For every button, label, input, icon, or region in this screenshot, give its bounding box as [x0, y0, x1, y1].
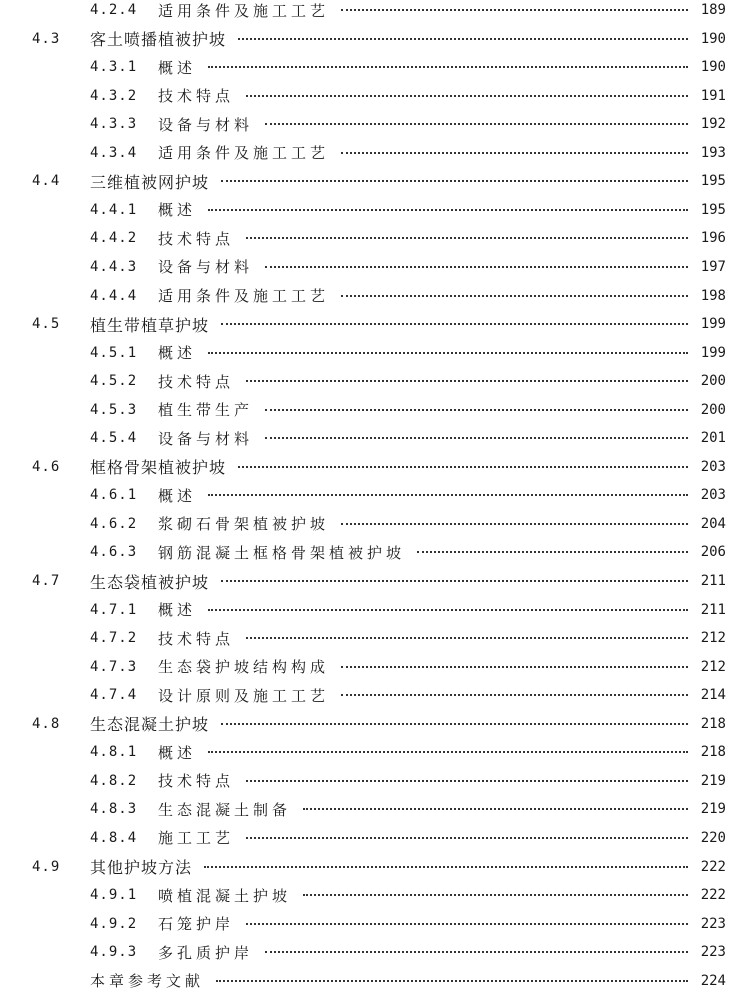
toc-entry-number: 4.3.2: [90, 87, 138, 104]
toc-entry-title: 适用条件及施工工艺: [158, 287, 330, 305]
toc-entry-title: 设备与材料: [158, 258, 254, 277]
toc-entry-title: 生态混凝土制备: [158, 800, 292, 819]
dot-leader: [246, 780, 688, 782]
toc-entry-page-number: 206: [700, 544, 726, 561]
toc-entry-number: 4.2.4: [90, 2, 138, 18]
toc-entry-page-number: 193: [700, 144, 726, 161]
toc-entry-page-number: 197: [700, 258, 726, 275]
toc-entry-page-number: 198: [700, 287, 726, 304]
toc-entry-title: 概述: [158, 201, 197, 220]
toc-entry-number: 4.9: [32, 858, 61, 875]
dot-leader: [341, 295, 688, 297]
toc-entry-page-number: 219: [700, 772, 726, 789]
toc-entry[interactable]: [0, 824, 730, 852]
toc-entry[interactable]: [0, 853, 730, 881]
toc-entry-number: 4.4: [32, 173, 61, 190]
toc-entry-title: 技术特点: [158, 229, 235, 248]
dot-leader: [208, 66, 688, 68]
dot-leader: [208, 352, 688, 354]
dot-leader: [246, 637, 688, 639]
toc-entry[interactable]: [0, 367, 730, 395]
dot-leader: [246, 923, 688, 925]
dot-leader: [216, 980, 688, 982]
toc-entry[interactable]: [0, 196, 730, 224]
toc-entry-number: 4.5.1: [90, 344, 138, 361]
toc-entry-page-number: 224: [700, 972, 726, 989]
toc-entry-number: 4.5: [32, 316, 61, 333]
dot-leader: [246, 837, 688, 839]
dot-leader: [221, 180, 688, 182]
toc-entry-title: 浆砌石骨架植被护坡: [158, 515, 330, 534]
toc-entry-page-number: 212: [700, 658, 726, 675]
toc-entry-title: 施工工艺: [158, 829, 235, 848]
toc-entry-number: 4.3.4: [90, 144, 138, 161]
dot-leader: [341, 666, 688, 668]
toc-entry[interactable]: [0, 139, 730, 167]
toc-entry[interactable]: [0, 567, 730, 595]
dot-leader: [341, 152, 688, 154]
toc-entry-number: 4.4.1: [90, 201, 138, 218]
toc-entry[interactable]: [0, 510, 730, 538]
dot-leader: [246, 95, 688, 97]
toc-entry-page-number: 200: [700, 373, 726, 390]
toc-entry-page-number: 211: [700, 601, 726, 618]
toc-entry-number: 4.7.2: [90, 630, 138, 647]
dot-leader: [246, 237, 688, 239]
toc-entry-page-number: 190: [700, 30, 726, 47]
toc-entry[interactable]: [0, 681, 730, 709]
toc-entry-page-number: 201: [700, 430, 726, 447]
toc-entry-page-number: 222: [700, 887, 726, 904]
toc-entry[interactable]: [0, 453, 730, 481]
toc-entry[interactable]: [0, 967, 730, 995]
toc-entry[interactable]: [0, 310, 730, 338]
toc-entry-number: 4.9.2: [90, 915, 138, 932]
toc-entry-page-number: 196: [700, 230, 726, 247]
toc-entry-title: 适用条件及施工工艺: [158, 1, 330, 20]
toc-entry[interactable]: [0, 795, 730, 823]
toc-entry[interactable]: [0, 624, 730, 652]
toc-entry-page-number: 220: [700, 829, 726, 846]
toc-entry-title: 植生带植草护坡: [90, 315, 210, 335]
dot-leader: [265, 266, 688, 268]
toc-entry-page-number: 212: [700, 630, 726, 647]
dot-leader: [303, 808, 688, 810]
toc-entry-page-number: 222: [700, 858, 726, 875]
dot-leader: [221, 323, 688, 325]
toc-entry-number: 4.5.3: [90, 401, 138, 418]
toc-entry-number: 4.3.3: [90, 116, 138, 133]
toc-entry[interactable]: [0, 396, 730, 424]
toc-entry-page-number: 223: [700, 915, 726, 932]
toc-entry[interactable]: [0, 538, 730, 566]
toc-entry-title: 其他护坡方法: [90, 858, 193, 877]
toc-entry-page-number: 204: [700, 515, 726, 532]
dot-leader: [265, 951, 688, 953]
toc-entry-number: 4.8: [32, 715, 61, 732]
toc-entry-title: 生态袋护坡结构构成: [158, 658, 330, 677]
toc-entry-number: 4.6.1: [90, 487, 138, 504]
dot-leader: [417, 551, 688, 553]
dot-leader: [204, 866, 688, 868]
toc-entry[interactable]: [0, 339, 730, 367]
toc-entry-page-number: 200: [700, 401, 726, 418]
toc-entry[interactable]: [0, 110, 730, 138]
dot-leader: [208, 494, 688, 496]
toc-entry-number: 4.6: [32, 458, 61, 475]
toc-entry[interactable]: [0, 82, 730, 110]
dot-leader: [238, 38, 688, 40]
toc-entry[interactable]: [0, 596, 730, 624]
toc-entry-title: 石笼护岸: [158, 915, 235, 934]
toc-entry[interactable]: [0, 881, 730, 909]
dot-leader: [208, 751, 688, 753]
dot-leader: [208, 209, 688, 211]
toc-entry-page-number: 199: [700, 344, 726, 361]
toc-entry[interactable]: [0, 481, 730, 509]
dot-leader: [265, 409, 688, 411]
toc-entry-title: 技术特点: [158, 772, 235, 791]
toc-entry-title: 适用条件及施工工艺: [158, 144, 330, 163]
toc-entry[interactable]: [0, 424, 730, 452]
dot-leader: [341, 523, 688, 525]
toc-entry-title: 三维植被网护坡: [90, 172, 210, 192]
toc-entry[interactable]: [0, 25, 730, 53]
toc-entry-number: 4.7.3: [90, 658, 138, 675]
toc-entry-number: 4.6.3: [90, 544, 138, 561]
toc-entry-page-number: 203: [700, 458, 726, 475]
dot-leader: [208, 609, 688, 611]
toc-entry-page-number: 195: [700, 173, 726, 190]
toc-entry-number: 4.8.2: [90, 772, 138, 789]
toc-entry-title: 植生带生产: [158, 401, 254, 420]
toc-entry-number: 4.8.1: [90, 744, 138, 761]
toc-entry-page-number: 211: [700, 573, 726, 589]
toc-entry-title: 概述: [158, 743, 197, 762]
toc-entry-number: 4.4.2: [90, 230, 138, 247]
toc-entry-number: 4.9.1: [90, 887, 138, 904]
toc-entry-title: 设计原则及施工工艺: [158, 686, 330, 705]
toc-entry-title: 喷植混凝土护坡: [158, 886, 292, 905]
toc-entry-number: 4.9.3: [90, 944, 138, 961]
toc-entry-page-number: 214: [700, 687, 726, 704]
toc-entry-page-number: 218: [700, 744, 726, 761]
toc-entry-number: 4.3: [32, 30, 61, 47]
toc-entry-number: 4.6.2: [90, 515, 138, 532]
toc-entry-title: 技术特点: [158, 372, 235, 391]
toc-entry-title: 生态混凝土护坡: [90, 715, 210, 735]
toc-entry-title: 概述: [158, 486, 197, 505]
toc-entry[interactable]: [0, 710, 730, 738]
toc-entry[interactable]: [0, 738, 730, 766]
toc-entry-title: 概述: [158, 344, 197, 363]
toc-entry[interactable]: [0, 653, 730, 681]
toc-entry-title: 本章参考文献: [90, 972, 205, 991]
toc-entry-title: 设备与材料: [158, 115, 254, 134]
toc-entry-number: 4.3.1: [90, 59, 138, 76]
toc-entry-page-number: 195: [700, 201, 726, 218]
dot-leader: [221, 723, 688, 725]
toc-entry-page-number: 199: [700, 316, 726, 333]
toc-entry-number: 4.4.4: [90, 287, 138, 304]
toc-entry-number: 4.7: [32, 573, 61, 589]
dot-leader: [303, 894, 688, 896]
dot-leader: [238, 466, 688, 468]
toc-entry-title: 多孔质护岸: [158, 943, 254, 962]
toc-entry-title: 客土喷播植被护坡: [90, 30, 227, 50]
toc-entry-number: 4.8.3: [90, 801, 138, 818]
toc-entry-page-number: 218: [700, 715, 726, 732]
toc-entry-number: 4.7.4: [90, 687, 138, 704]
toc-entry[interactable]: [0, 282, 730, 310]
toc-entry-title: 概述: [158, 601, 197, 620]
dot-leader: [341, 9, 688, 11]
toc-entry-number: 4.7.1: [90, 601, 138, 618]
toc-entry-number: 4.5.4: [90, 430, 138, 447]
toc-entry-title: 技术特点: [158, 629, 235, 648]
dot-leader: [265, 123, 688, 125]
toc-entry-number: 4.5.2: [90, 373, 138, 390]
toc-entry-number: 4.8.4: [90, 829, 138, 846]
toc-entry-number: 4.4.3: [90, 258, 138, 275]
dot-leader: [265, 437, 688, 439]
toc-entry-title: 钢筋混凝土框格骨架植被护坡: [158, 543, 406, 562]
toc-entry-title: 设备与材料: [158, 429, 254, 448]
toc-entry-page-number: 190: [700, 59, 726, 76]
toc-entry-title: 概述: [158, 58, 197, 77]
toc-entry[interactable]: [0, 910, 730, 938]
toc-entry-page-number: 192: [700, 116, 726, 133]
dot-leader: [221, 580, 688, 582]
toc-entry-page-number: 189: [700, 2, 726, 18]
toc-entry[interactable]: [0, 938, 730, 966]
toc-entry-page-number: 191: [700, 87, 726, 104]
toc-entry[interactable]: [0, 224, 730, 252]
toc-entry-title: 框格骨架植被护坡: [90, 458, 227, 478]
dot-leader: [341, 694, 688, 696]
toc-entry-page-number: 223: [700, 944, 726, 961]
dot-leader: [246, 380, 688, 382]
toc-entry-title: 生态袋植被护坡: [90, 572, 210, 592]
toc-entry[interactable]: [0, 253, 730, 281]
toc-entry-page-number: 219: [700, 801, 726, 818]
toc-entry[interactable]: [0, 767, 730, 795]
toc-entry-title: 技术特点: [158, 87, 235, 106]
toc-entry-page-number: 203: [700, 487, 726, 504]
toc-entry[interactable]: [0, 53, 730, 81]
toc-entry[interactable]: [0, 0, 730, 24]
toc-entry[interactable]: [0, 167, 730, 195]
